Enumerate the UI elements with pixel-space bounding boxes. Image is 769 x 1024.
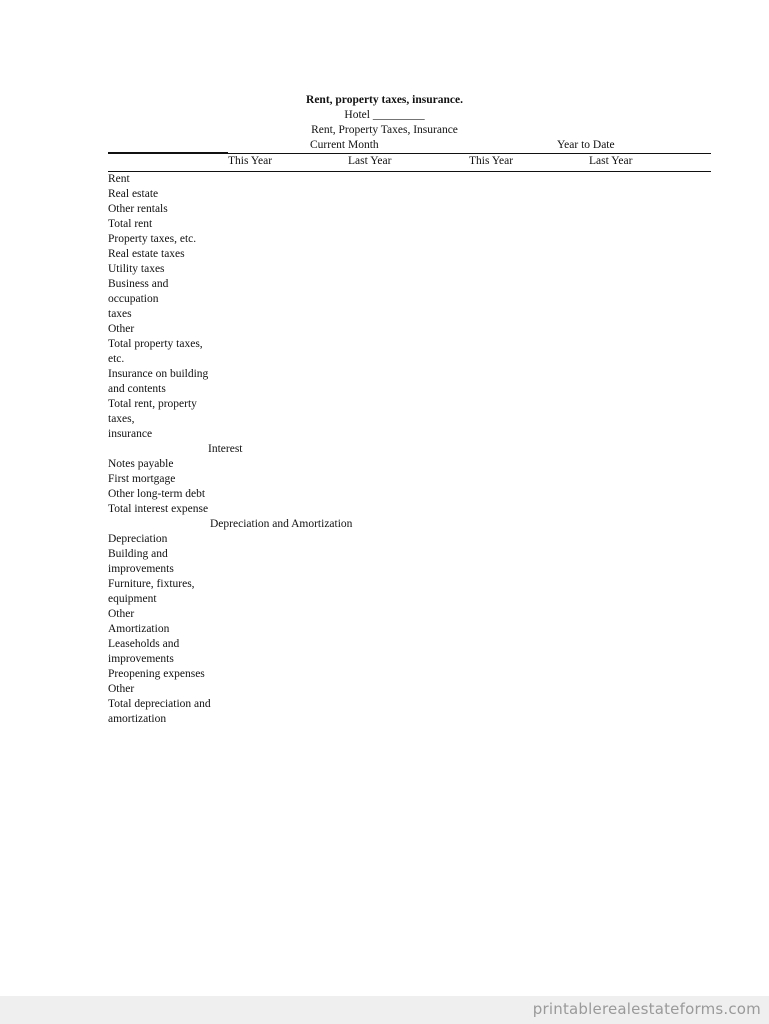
row-label: Other <box>108 323 135 335</box>
row-label: Notes payable <box>108 458 174 470</box>
row-label: and contents <box>108 383 166 395</box>
row-label: Rent <box>108 173 130 185</box>
row-label: improvements <box>108 653 174 665</box>
section-heading: Depreciation and Amortization <box>210 518 353 530</box>
row-label: taxes, <box>108 413 135 425</box>
row-label: Other <box>108 608 135 620</box>
column-header-ytd-last-year: Last Year <box>589 155 633 167</box>
row-label: occupation <box>108 293 159 305</box>
row-label: Property taxes, etc. <box>108 233 197 245</box>
hotel-name-line: Hotel _________ <box>344 109 425 121</box>
row-label: Preopening expenses <box>108 668 205 680</box>
row-label: Building and <box>108 548 168 560</box>
row-label: Other long-term debt <box>108 488 206 500</box>
row-label: taxes <box>108 308 132 320</box>
row-label: Other <box>108 683 135 695</box>
section-heading: Interest <box>208 443 243 455</box>
row-label: Utility taxes <box>108 263 165 275</box>
row-label: Real estate taxes <box>108 248 185 260</box>
row-label: Total depreciation and <box>108 698 211 710</box>
row-label: amortization <box>108 713 167 725</box>
column-header-ytd-this-year: This Year <box>469 155 514 167</box>
row-label: Amortization <box>108 623 170 635</box>
row-label: insurance <box>108 428 153 440</box>
row-label: equipment <box>108 593 157 605</box>
group-header-year-to-date: Year to Date <box>557 139 615 151</box>
row-label: improvements <box>108 563 174 575</box>
row-label: Total property taxes, <box>108 338 203 350</box>
document-title: Rent, property taxes, insurance. <box>306 94 463 106</box>
row-label: Business and <box>108 278 169 290</box>
document-subtitle: Rent, Property Taxes, Insurance <box>311 124 458 136</box>
row-label: Depreciation <box>108 533 168 545</box>
column-header-current-this-year: This Year <box>228 155 273 167</box>
group-header-current-month: Current Month <box>310 139 379 151</box>
row-label: Total rent, property <box>108 398 197 410</box>
row-label: First mortgage <box>108 473 176 485</box>
row-label: Total rent <box>108 218 153 230</box>
watermark-text: printablerealestateforms.com <box>532 1000 761 1018</box>
row-label: Total interest expense <box>108 503 209 515</box>
row-label: Other rentals <box>108 203 168 215</box>
row-label: Real estate <box>108 188 159 200</box>
row-labels-list <box>108 172 708 727</box>
row-label: Insurance on building <box>108 368 209 380</box>
row-label: Furniture, fixtures, <box>108 578 195 590</box>
row-label: etc. <box>108 353 125 365</box>
column-header-current-last-year: Last Year <box>348 155 392 167</box>
row-label: Leaseholds and <box>108 638 180 650</box>
footer-bar <box>0 996 769 1024</box>
